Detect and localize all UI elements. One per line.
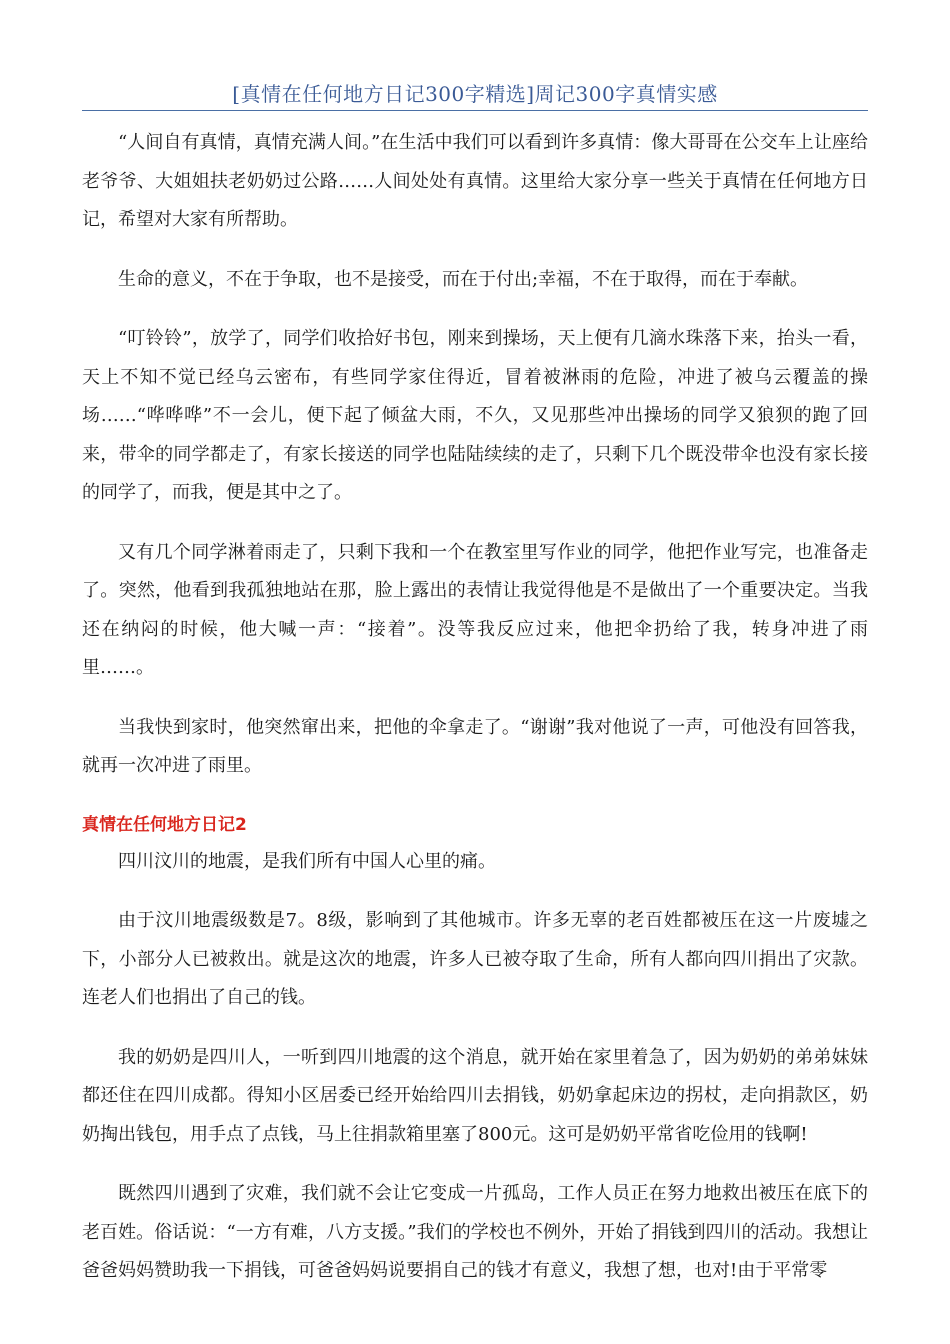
page-header xyxy=(82,80,868,111)
paragraph: 当我快到家时，他突然窜出来，把他的伞拿走了。“谢谢”我对他说了一声，可他没有回答我，就再一次冲进了雨里。 xyxy=(82,716,868,776)
paragraph: 我的奶奶是四川人，一听到四川地震的这个消息，就开始在家里着急了，因为奶奶的弟弟妹妹都还住在四川成都。得知小区居委已经开始给四川去捐钱，奶奶拿起床边的拐杖，走向捐款区，奶奶掏出钱包，用手点了点钱，马上往捐款箱里塞了800元。这可是奶奶平常省吃俭用的钱啊! xyxy=(82,1046,868,1145)
page-title: [真情在任何地方日记300字精选]周记300字真情实感 xyxy=(232,82,718,106)
paragraph: 由于汶川地震级数是7。8级，影响到了其他城市。许多无辜的老百姓都被压在这一片废墟之下，小部分人已被救出。就是这次的地震，许多人已被夺取了生命，所有人都向四川捐出了灾款。连老人们也捐出了自己的钱。 xyxy=(82,910,868,1008)
section-heading: 真情在任何地方日记2 xyxy=(82,814,247,835)
document-body xyxy=(82,124,868,1312)
paragraph: 四川汶川的地震，是我们所有中国人心里的痛。 xyxy=(118,850,496,872)
paragraph: “叮铃铃”，放学了，同学们收拾好书包，刚来到操场，天上便有几滴水珠落下来，抬头一看，天上不知不觉已经乌云密布，有些同学家住得近，冒着被淋雨的危险，冲进了被乌云覆盖的操场……“哗哗哗”不一会儿，便下起了倾盆大雨，不久，又见那些冲出操场的同学又狼狈的跑了回来，带伞的同学都走了，有家长接送的同学也陆陆续续的走了，只剩下几个既没带伞也没有家长接的同学了，而我，便是其中之了。 xyxy=(82,328,868,503)
paragraph: 又有几个同学淋着雨走了，只剩下我和一个在教室里写作业的同学，他把作业写完，也准备走了。突然，他看到我孤独地站在那，脸上露出的表情让我觉得他是不是做出了一个重要决定。当我还在纳闷的时候，他大喊一声：“接着”。没等我反应过来，他把伞扔给了我，转身冲进了雨里……。 xyxy=(82,541,868,678)
paragraph: 既然四川遇到了灾难，我们就不会让它变成一片孤岛，工作人员正在努力地救出被压在底下的老百姓。俗话说：“一方有难，八方支援。”我们的学校也不例外，开始了捐钱到四川的活动。我想让爸爸妈妈赞助我一下捐钱，可爸爸妈妈说要捐自己的钱才有意义，我想了想，也对!由于平常零 xyxy=(82,1183,868,1281)
paragraph: 生命的意义，不在于争取，也不是接受，而在于付出;幸福，不在于取得，而在于奉献。 xyxy=(118,268,809,290)
paragraph: “人间自有真情，真情充满人间。”在生活中我们可以看到许多真情：像大哥哥在公交车上让座给老爷爷、大姐姐扶老奶奶过公路……人间处处有真情。这里给大家分享一些关于真情在任何地方日记，希望对大家有所帮助。 xyxy=(82,132,868,230)
